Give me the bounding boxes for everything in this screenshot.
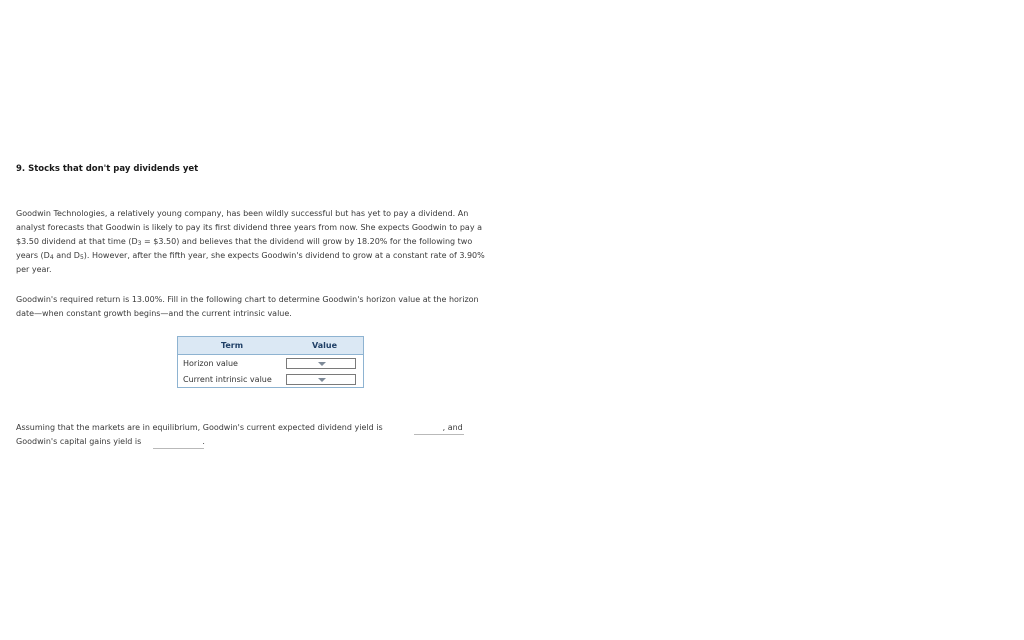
description-line: $3.50 dividend at that time ($D_3$ = $3.50) and believes that the dividend will grow by 18.20% for the following two: [16, 237, 473, 247]
capital-gains-yield-answer-field[interactable]: [153, 437, 204, 449]
row-term-horizon-value: Horizon value: [178, 355, 287, 372]
row-term-current-intrinsic-value: Current intrinsic value: [178, 371, 287, 388]
instructions-line: Goodwin's required return is 13.00%. Fill in the following chart to determine Goodwin's horizon value at the horizon: [16, 295, 479, 304]
valuation-table: [177, 336, 364, 388]
row-value-cell: [286, 355, 364, 372]
header-term: Term: [178, 337, 287, 355]
table-row: [178, 355, 364, 372]
row-value-cell: [286, 371, 364, 388]
horizon-value-dropdown[interactable]: [286, 358, 356, 369]
question-title: 9. Stocks that don't pay dividends yet: [16, 164, 199, 174]
problem-description: [16, 207, 528, 277]
table-row: [178, 371, 364, 388]
yield-line-1: Assuming that the markets are in equilibrium, Goodwin's current expected dividend yield is , and: [16, 423, 463, 432]
description-line: per year.: [16, 265, 52, 274]
description-line: years ($D_4$ and $D_5$). However, after the fifth year, she expects Goodwin's dividend to grow at a constant rate of 3.90%: [16, 251, 485, 261]
description-line: analyst forecasts that Goodwin is likely to pay its first dividend three years from now. She expects Goodwin to pay a: [16, 223, 482, 232]
current-intrinsic-value-dropdown[interactable]: [286, 374, 356, 385]
yield-line-2: Goodwin's capital gains yield is .: [16, 437, 205, 446]
header-value: Value: [286, 337, 364, 355]
chevron-down-icon: [318, 362, 326, 366]
table-header-row: [178, 337, 364, 355]
instructions-line: date—when constant growth begins—and the current intrinsic value.: [16, 309, 292, 318]
dividend-yield-answer-field[interactable]: [414, 423, 464, 435]
instructions: [16, 293, 528, 321]
description-line: Goodwin Technologies, a relatively young company, has been wildly successful but has yet to pay a dividend. An: [16, 209, 469, 218]
chevron-down-icon: [318, 378, 326, 382]
